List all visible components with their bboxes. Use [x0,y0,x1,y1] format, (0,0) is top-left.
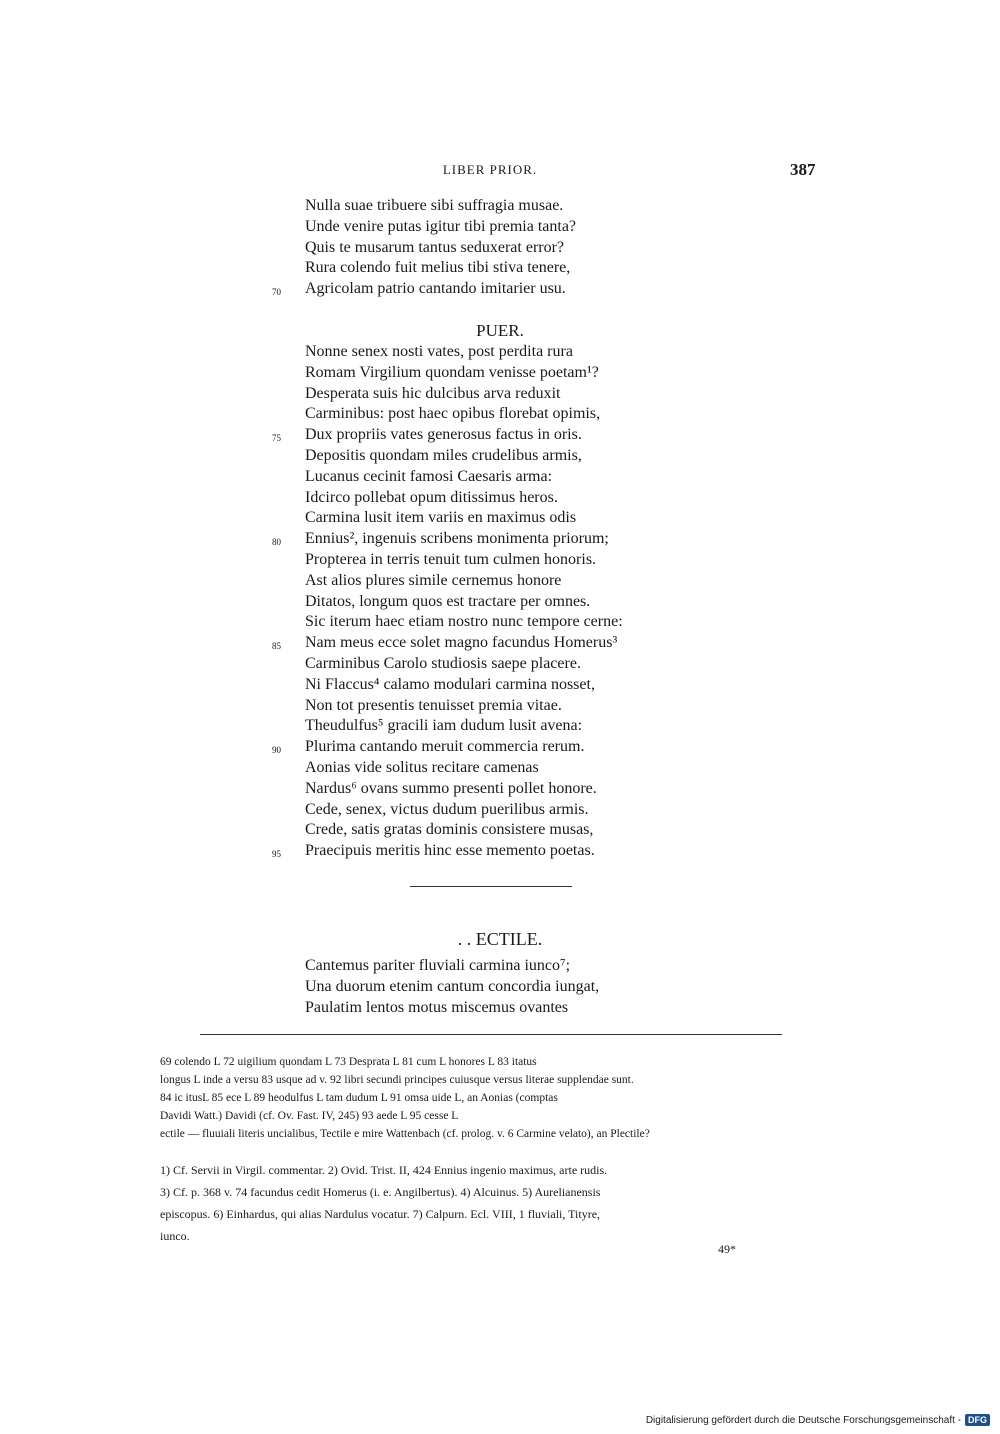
verse-line: Nardus⁶ ovans summo presenti pollet honore. [305,779,597,797]
footnote-line: 1) Cf. Servii in Virgil. commentar. 2) Ovid. Trist. II, 424 Ennius ingenio maximus, arte rudis. [160,1163,608,1177]
verse-block-1 [305,196,576,300]
section-divider [410,886,572,887]
verse-line: Ast alios plures simile cernemus honore [305,571,562,589]
verse-line: Aonias vide solitus recitare camenas [305,758,539,776]
apparatus-line: ectile — fluuiali literis uncialibus, Tectile e mire Wattenbach (cf. prolog. v. 6 Carmine velato), an Plectile? [160,1128,650,1140]
line-number: 75 [272,433,281,443]
critical-apparatus [160,1053,828,1143]
line-number: 80 [272,537,281,547]
apparatus-divider [200,1034,782,1035]
verse-line: Non tot presentis tenuisset premia vitae. [305,696,562,714]
apparatus-line: longus L inde a versu 83 usque ad v. 92 libri secundi principes cuiusque versus literae supplendae sunt. [160,1074,634,1086]
verse-line: Una duorum etenim cantum concordia iungat, [305,977,600,995]
verse-line: Idcirco pollebat opum ditissimus heros. [305,488,558,506]
funding-text: Digitalisierung gefördert durch die Deutsche Forschungsgemeinschaft - [645,1414,961,1426]
line-number: 70 [272,287,281,297]
verse-block-2 [305,342,623,862]
verse-line: Unde venire putas igitur tibi premia tanta? [305,217,577,235]
verse-line: Carminibus Carolo studiosis saepe placere. [305,654,581,672]
verse-line: Carminibus: post haec opibus florebat opimis, [305,405,601,423]
verse-line: Depositis quondam miles crudelibus armis, [305,446,582,464]
footnote-line: episcopus. 6) Einhardus, qui alias Nardulus vocatur. 7) Calpurn. Ecl. VIII, 1 fluviali, Tityre, [160,1207,601,1221]
page-number: 387 [790,160,816,179]
apparatus-line: 69 colendo L 72 uigilium quondam L 73 Desprata L 81 cum L honores L 83 itatus [160,1056,537,1068]
footnotes [160,1159,828,1247]
verse-line: Sic iterum haec etiam nostro nunc tempore cerne: [305,613,623,631]
line-number: 90 [272,745,281,755]
verse-line: Nonne senex nosti vates, post perdita rura [305,343,573,360]
verse-line: Quis te musarum tantus seduxerat error? [305,238,565,256]
verse-line: Theudulfus⁵ gracili iam dudum lusit avena: [305,717,583,735]
verse-line: Carmina lusit item variis en maximus odis [305,509,577,527]
apparatus-line: 84 ic itusL 85 ece L 89 heodulfus L tam dudum L 91 omsa uide L, an Aonias (comptas [160,1092,558,1104]
verse-line: Crede, satis gratas dominis consistere musas, [305,821,594,839]
verse-line: Ni Flaccus⁴ calamo modulari carmina nosset, [305,675,595,693]
footnote-line: 3) Cf. p. 368 v. 74 facundus cedit Homerus (i. e. Angilbertus). 4) Alcuinus. 5) Aurelianensis [160,1185,601,1199]
running-title: LIBER PRIOR. [442,162,538,177]
verse-line: Lucanus cecinit famosi Caesaris arma: [305,467,553,485]
verse-line: Propterea in terris tenuit tum culmen honoris. [305,550,597,568]
verse-line: Romam Virgilium quondam venisse poetam¹? [305,363,599,381]
line-number: 95 [272,849,281,859]
signature-mark: 49* [718,1242,736,1256]
verse-line: Nulla suae tribuere sibi suffragia musae. [305,197,564,214]
verse-line: Paulatim lentos motus miscemus ovantes [305,998,569,1016]
verse-line: Cantemus pariter fluviali carmina iunco⁷; [305,957,571,974]
verse-line: Cede, senex, victus dudum puerilibus armis. [305,800,589,818]
verse-line: Ennius², ingenuis scribens monimenta priorum; [305,530,609,548]
dfg-logo-icon: DFG [965,1414,990,1426]
footer [646,1414,990,1426]
verse-line: Ditatos, longum quos est tractare per omnes. [305,592,591,610]
verse-line: Dux propriis vates generosus factus in oris. [305,426,582,444]
footnote-line: iunco. [160,1229,190,1243]
verse-line: Praecipuis meritis hinc esse memento poetas. [305,842,595,860]
verse-line: Plurima cantando meruit commercia rerum. [305,738,585,756]
verse-line: Rura colendo fuit melius tibi stiva tenere, [305,259,571,277]
verse-block-3 [305,956,599,1018]
verse-line: Agricolam patrio cantando imitarier usu. [305,280,566,298]
poem-title: . . ECTILE. [457,929,543,949]
verse-line: Nam meus ecce solet magno facundus Homerus³ [305,634,618,652]
speaker-heading: PUER. [476,321,524,340]
line-number: 85 [272,641,281,651]
verse-line: Desperata suis hic dulcibus arva reduxit [305,384,561,402]
apparatus-line: Davidi Watt.) Davidi (cf. Ov. Fast. IV, 245) 93 aede L 95 cesse L [160,1110,459,1122]
